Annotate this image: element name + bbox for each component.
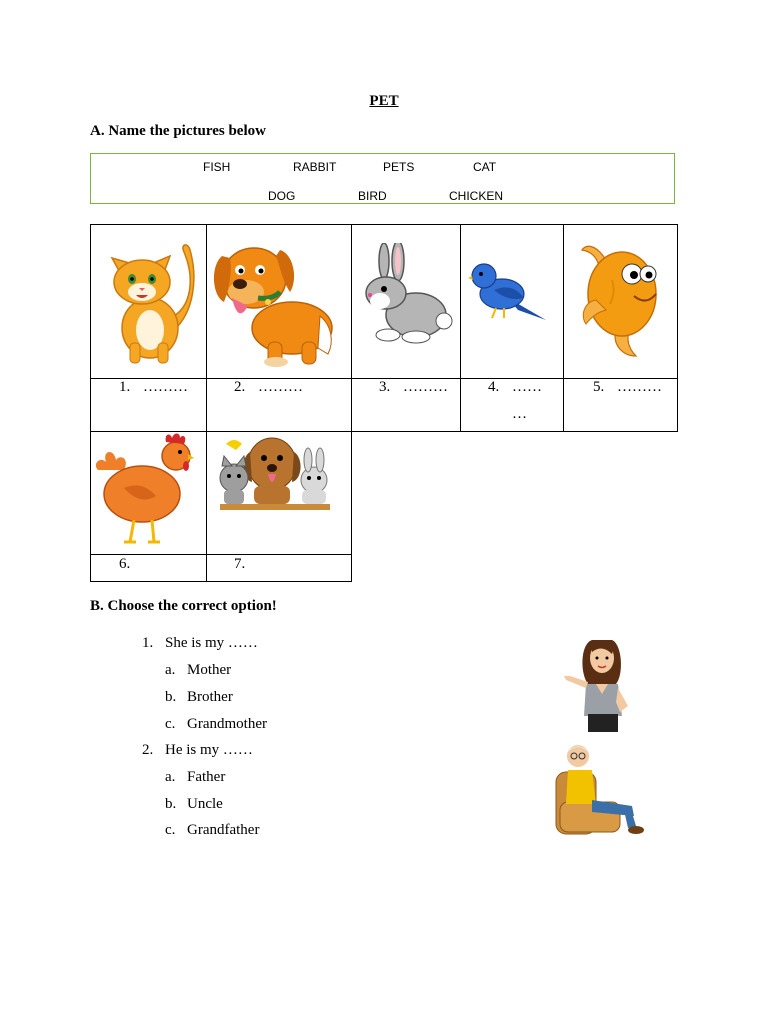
word-bank-item: DOG <box>268 189 296 203</box>
answer-blank[interactable]: ……… <box>617 379 662 395</box>
question-number: 1. <box>142 635 154 651</box>
answer-blank[interactable]: ……… <box>258 379 303 395</box>
bird-illustration <box>468 258 548 328</box>
word-bank-item: PETS <box>383 160 415 174</box>
answer-blank[interactable]: … <box>512 406 527 422</box>
item-number: 1. <box>119 379 131 395</box>
word-bank-item: CAT <box>473 160 497 174</box>
cat-illustration <box>100 238 196 368</box>
section-a-heading: A. Name the pictures below <box>90 123 266 139</box>
word-bank-item: FISH <box>203 160 231 174</box>
option-letter: a. <box>165 769 176 785</box>
woman-illustration <box>562 634 646 734</box>
option-text[interactable]: Grandfather <box>187 822 260 838</box>
word-bank-item: RABBIT <box>293 160 337 174</box>
answer-cell <box>206 554 352 582</box>
option-letter: b. <box>165 796 177 812</box>
rabbit-illustration <box>358 243 454 345</box>
answer-blank[interactable]: ……… <box>403 379 448 395</box>
item-number: 4. <box>488 379 500 395</box>
section-b-heading: B. Choose the correct option! <box>90 598 277 614</box>
item-number: 2. <box>234 379 246 395</box>
item-number: 7. <box>234 556 246 572</box>
answer-blank[interactable]: …… <box>512 379 542 395</box>
question-text: She is my …… <box>165 635 258 651</box>
item-number: 6. <box>119 556 131 572</box>
option-text[interactable]: Mother <box>187 662 232 678</box>
option-text[interactable]: Brother <box>187 689 233 705</box>
option-letter: b. <box>165 689 177 705</box>
item-number: 5. <box>593 379 605 395</box>
question-number: 2. <box>142 742 154 758</box>
option-letter: c. <box>165 716 176 732</box>
option-text[interactable]: Father <box>187 769 226 785</box>
word-bank <box>90 153 675 204</box>
option-letter: c. <box>165 822 176 838</box>
pets-group-illustration <box>212 430 338 512</box>
option-text[interactable]: Grandmother <box>187 716 267 732</box>
fish-illustration <box>576 240 666 360</box>
word-bank-item: CHICKEN <box>449 189 504 203</box>
page-title: PET <box>369 93 399 109</box>
word-bank-item: BIRD <box>358 189 387 203</box>
dog-illustration <box>210 236 342 370</box>
chicken-illustration <box>94 430 194 548</box>
item-number: 3. <box>379 379 391 395</box>
option-text[interactable]: Uncle <box>187 796 223 812</box>
answer-cell <box>90 554 207 582</box>
answer-blank[interactable]: ……… <box>143 379 188 395</box>
grandfather-illustration <box>552 742 648 838</box>
option-letter: a. <box>165 662 176 678</box>
question-text: He is my …… <box>165 742 253 758</box>
